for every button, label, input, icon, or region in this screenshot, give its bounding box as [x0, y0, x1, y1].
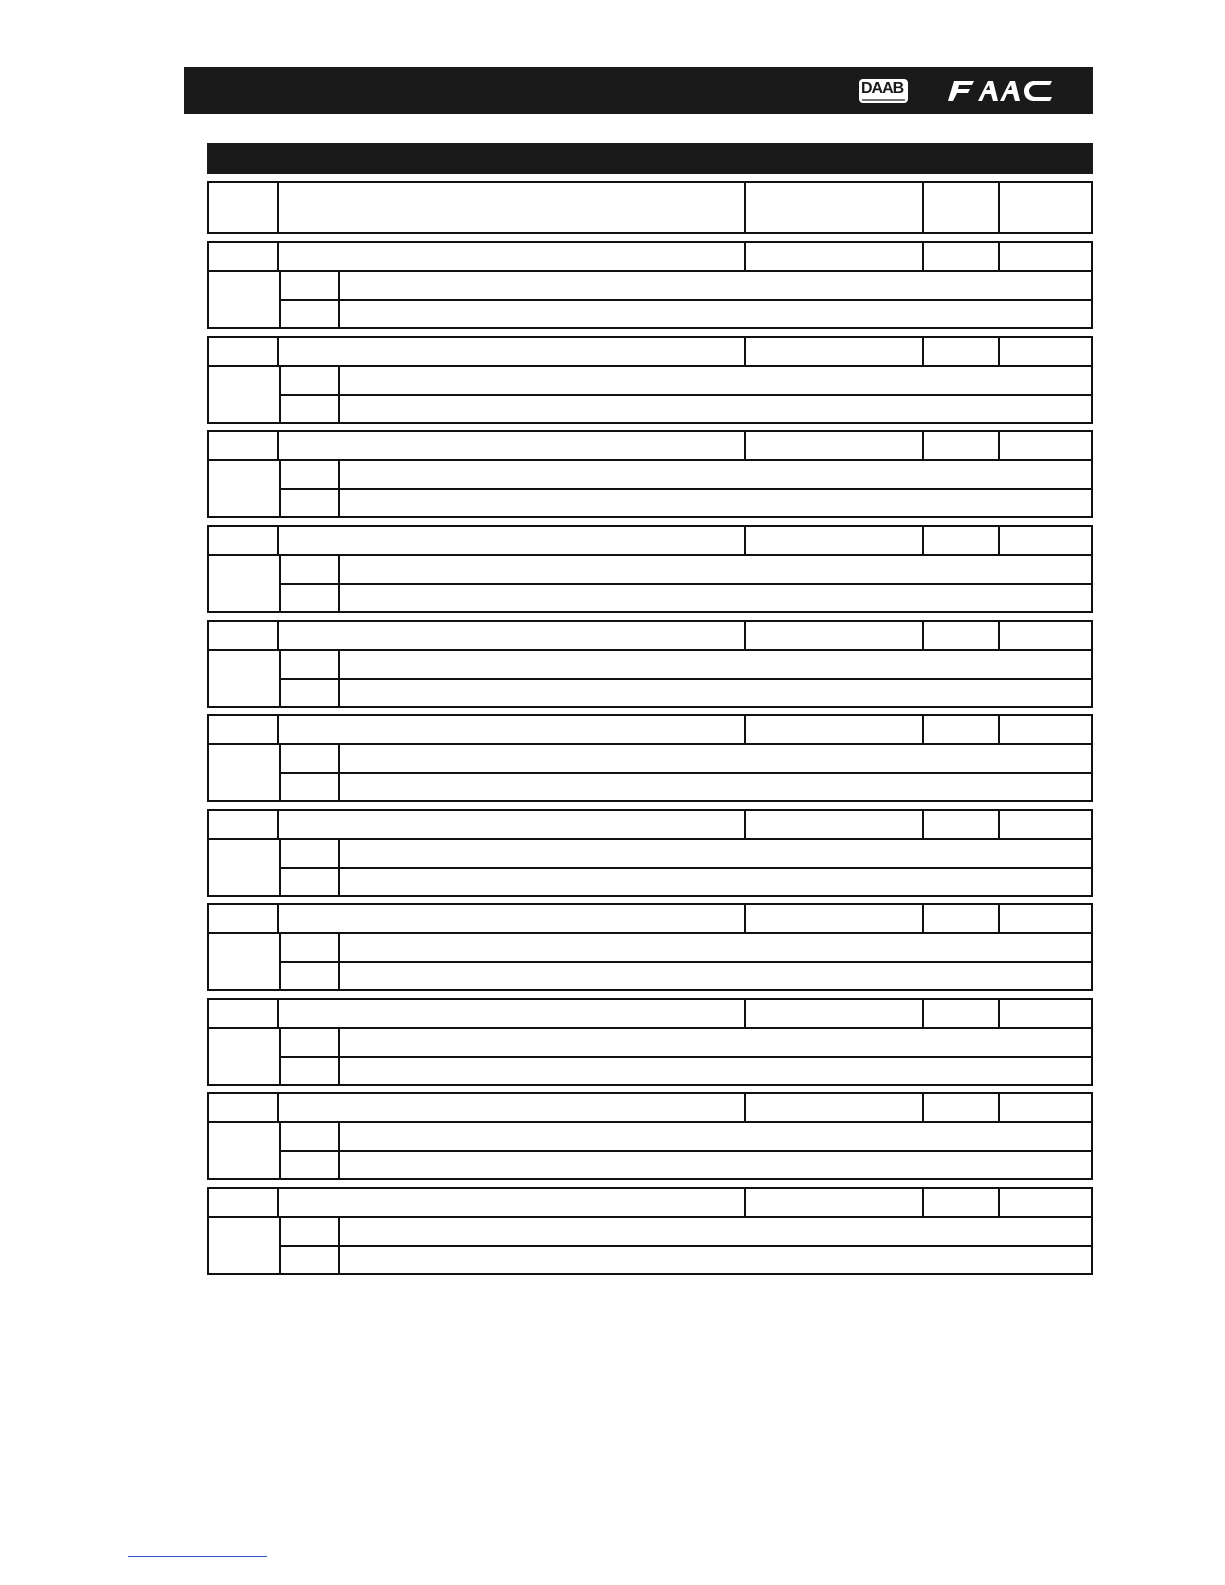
parameter-default — [746, 432, 922, 459]
parameter-set — [1000, 1189, 1092, 1216]
parameter-row — [209, 622, 1091, 651]
parameter-unit — [924, 432, 998, 459]
option-row — [281, 490, 1091, 516]
option-text — [328, 1218, 1091, 1245]
parameter-set — [1000, 716, 1092, 743]
parameter-options-gutter — [209, 1123, 281, 1178]
parameter-default — [746, 243, 922, 270]
parameter-default — [746, 716, 922, 743]
option-text — [328, 774, 1091, 800]
option-text — [328, 367, 1091, 394]
section-title-bar — [207, 143, 1093, 174]
parameter-row — [209, 1000, 1091, 1029]
parameter-code — [209, 716, 277, 743]
option-text — [328, 461, 1091, 488]
parameter-set — [1000, 811, 1092, 838]
option-text — [328, 301, 1091, 327]
parameter-row — [209, 527, 1091, 556]
option-text — [328, 585, 1091, 611]
parameter-entry — [207, 430, 1093, 518]
parameter-description — [279, 1094, 743, 1121]
column-divider — [744, 183, 746, 232]
parameter-row — [209, 905, 1091, 934]
parameter-options-gutter — [209, 840, 281, 895]
parameter-unit — [924, 622, 998, 649]
parameter-code — [209, 1189, 277, 1216]
column-divider — [922, 183, 924, 232]
parameter-unit — [924, 905, 998, 932]
option-row — [281, 367, 1091, 396]
parameter-options-gutter — [209, 367, 281, 422]
parameter-row — [209, 716, 1091, 745]
parameter-set — [1000, 905, 1092, 932]
option-text — [328, 490, 1091, 516]
option-text — [328, 840, 1091, 867]
parameter-set — [1000, 527, 1092, 554]
parameter-options-gutter — [209, 461, 281, 516]
parameter-options-gutter — [209, 745, 281, 800]
parameter-code — [209, 432, 277, 459]
parameter-default — [746, 338, 922, 365]
parameter-code — [209, 905, 277, 932]
parameter-code — [209, 1094, 277, 1121]
parameter-set — [1000, 1094, 1092, 1121]
option-row — [281, 934, 1091, 963]
section-title — [207, 149, 219, 164]
option-row — [281, 396, 1091, 422]
option-row — [281, 840, 1091, 869]
parameter-entry — [207, 1092, 1093, 1180]
parameter-entry — [207, 903, 1093, 991]
option-text — [328, 1152, 1091, 1178]
parameter-entry — [207, 525, 1093, 613]
parameter-default — [746, 811, 922, 838]
option-text — [328, 680, 1091, 706]
footer-link[interactable] — [128, 1556, 267, 1557]
option-row — [281, 1247, 1091, 1273]
option-row — [281, 963, 1091, 989]
parameter-code — [209, 811, 277, 838]
option-text — [328, 963, 1091, 989]
parameter-default — [746, 622, 922, 649]
parameter-description — [279, 1189, 743, 1216]
parameter-description — [279, 527, 743, 554]
option-text — [328, 745, 1091, 772]
column-divider — [998, 183, 1000, 232]
parameter-default — [746, 905, 922, 932]
parameter-options-gutter — [209, 934, 281, 989]
parameter-entry — [207, 336, 1093, 424]
parameter-unit — [924, 716, 998, 743]
column-divider — [277, 183, 279, 232]
parameter-row — [209, 1189, 1091, 1218]
parameter-description — [279, 905, 743, 932]
parameter-entry — [207, 1187, 1093, 1275]
option-row — [281, 301, 1091, 327]
parameter-row — [209, 338, 1091, 367]
option-row — [281, 680, 1091, 706]
option-text — [328, 556, 1091, 583]
option-row — [281, 1152, 1091, 1178]
parameter-unit — [924, 811, 998, 838]
faac-logo — [948, 79, 1058, 103]
parameter-description — [279, 716, 743, 743]
parameter-entry — [207, 241, 1093, 329]
parameter-default — [746, 1094, 922, 1121]
option-row — [281, 869, 1091, 895]
option-text — [328, 869, 1091, 895]
parameter-description — [279, 811, 743, 838]
parameter-description — [279, 432, 743, 459]
option-text — [328, 934, 1091, 961]
parameter-entry — [207, 714, 1093, 802]
parameter-description — [279, 622, 743, 649]
parameter-default — [746, 1189, 922, 1216]
daab-logo — [859, 79, 908, 103]
option-row — [281, 774, 1091, 800]
parameter-options-gutter — [209, 1218, 281, 1273]
parameter-unit — [924, 1189, 998, 1216]
parameter-set — [1000, 1000, 1092, 1027]
parameter-code — [209, 338, 277, 365]
parameter-row — [209, 432, 1091, 461]
parameter-code — [209, 243, 277, 270]
option-text — [328, 272, 1091, 299]
option-text — [328, 1123, 1091, 1150]
parameter-unit — [924, 1000, 998, 1027]
parameter-description — [279, 1000, 743, 1027]
parameter-code — [209, 527, 277, 554]
option-row — [281, 1058, 1091, 1084]
parameter-set — [1000, 432, 1092, 459]
daab-logo-tagline — [862, 99, 905, 101]
parameter-code — [209, 622, 277, 649]
parameter-options-gutter — [209, 1029, 281, 1084]
parameter-unit — [924, 527, 998, 554]
option-row — [281, 1029, 1091, 1058]
parameter-code — [209, 1000, 277, 1027]
option-row — [281, 745, 1091, 774]
option-text — [328, 651, 1091, 678]
parameter-entry — [207, 998, 1093, 1086]
parameter-row — [209, 1094, 1091, 1123]
option-row — [281, 651, 1091, 680]
parameter-description — [279, 338, 743, 365]
option-row — [281, 461, 1091, 490]
parameter-unit — [924, 243, 998, 270]
parameter-set — [1000, 622, 1092, 649]
option-row — [281, 1218, 1091, 1247]
parameter-default — [746, 527, 922, 554]
parameter-options-gutter — [209, 651, 281, 706]
parameter-options-gutter — [209, 556, 281, 611]
option-row — [281, 272, 1091, 301]
option-row — [281, 1123, 1091, 1152]
parameter-description — [279, 243, 743, 270]
parameter-entry — [207, 809, 1093, 897]
option-text — [328, 1058, 1091, 1084]
parameter-row — [209, 811, 1091, 840]
parameter-unit — [924, 338, 998, 365]
parameter-options-gutter — [209, 272, 281, 327]
parameter-set — [1000, 338, 1092, 365]
table-header — [207, 181, 1093, 234]
parameter-row — [209, 243, 1091, 272]
option-text — [328, 396, 1091, 422]
parameter-entry — [207, 620, 1093, 708]
option-text — [328, 1247, 1091, 1273]
daab-logo-lettering: DAAB — [861, 80, 904, 97]
option-row — [281, 556, 1091, 585]
parameter-set — [1000, 243, 1092, 270]
parameter-unit — [924, 1094, 998, 1121]
parameter-default — [746, 1000, 922, 1027]
option-row — [281, 585, 1091, 611]
option-text — [328, 1029, 1091, 1056]
